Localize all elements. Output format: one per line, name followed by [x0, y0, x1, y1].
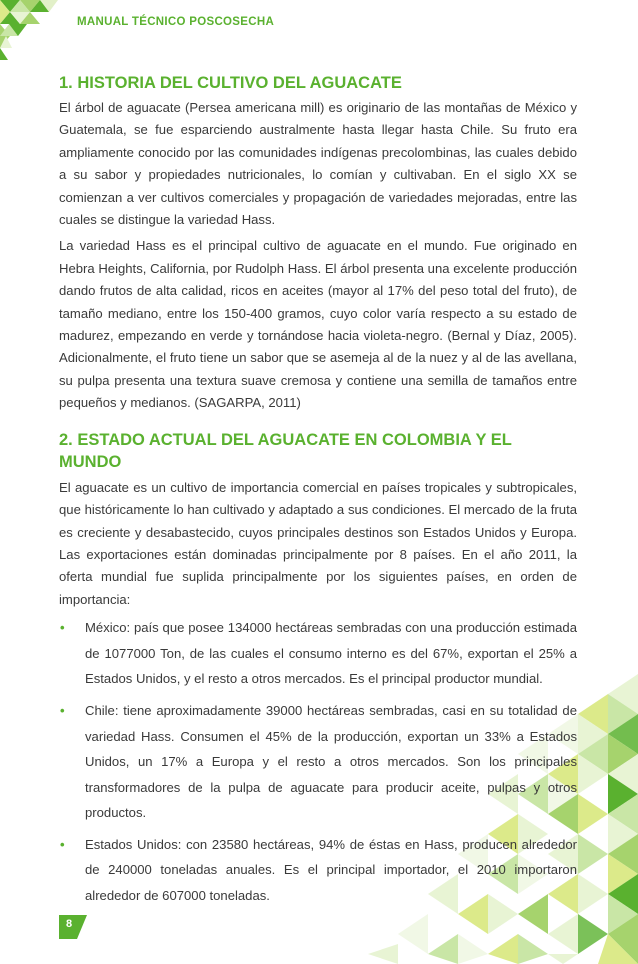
section-2-heading: 2. ESTADO ACTUAL DEL AGUACATE EN COLOMBIA Y EL MUNDO: [59, 430, 512, 471]
top-left-triangle-pattern: [0, 0, 70, 62]
list-item: [59, 698, 577, 826]
running-header: MANUAL TÉCNICO POSCOSECHA: [77, 16, 275, 28]
list-item: [59, 832, 577, 909]
list-item-text: Chile: tiene aproximadamente 39000 hectáreas sembradas, casi en su totalidad de variedad Hass. Consumen el 45% de la producción, exportan un 33% a Estados Unidos, un 17% a Europa y el resto a otros mercados. Son los principales transformadores de la pulpa de aguacate para producir aceite, pulpas y otros productos.: [85, 702, 577, 821]
page-number: 8: [66, 918, 73, 930]
bullet-icon: •: [60, 836, 65, 852]
section-1-heading: 1. HISTORIA DEL CULTIVO DEL AGUACATE: [59, 74, 402, 92]
main-content: [59, 72, 577, 915]
section-1-paragraph-1: El árbol de aguacate (Persea americana mill) es originario de las montañas de México y Guatemala, se fue esparciendo australmente hasta llegar hasta Chile. Su fruto era ampliamente conocido por las comunidades indígenas precolombinas, las cuales debido a su sabor y propiedades nutricionales, lo comían y cultivaban. En el siglo XX se comienzan a ver cultivos comerciales y propagación de variedades mejoradas, entre las cuales se distingue la variedad Hass.: [59, 100, 577, 228]
page-number-badge: [59, 915, 87, 939]
country-bullet-list: [59, 615, 577, 909]
list-item-text: México: país que posee 134000 hectáreas sembradas con una producción estimada de 1077000 Ton, de las cuales el consumo interno es del 67%, exportan el 25% a Estados Unidos, y el resto a otros mercados. Es el principal productor mundial.: [85, 620, 577, 687]
section-1-paragraph-2: La variedad Hass es el principal cultivo de aguacate en el mundo. Fue originado en Hebra Heights, California, por Rudolph Hass. El árbol presenta una excelente producción dando frutos de alta calidad, ricos en aceites (mayor al 17% del peso total del fruto), de tamaño mediano, entre los 150-400 gramos, cuyo color varía respecto a su estado de madurez, empezando en verde y tornándose hacia violeta-negro. (Bernal y Díaz, 2005). Adicionalmente, el fruto tiene un sabor que se asemeja al de la nuez y al de las avellana, su pulpa presenta una textura suave cremosa y contiene una semilla de tamaños entre pequeños y medianos. (SAGARPA, 2011): [59, 238, 577, 411]
list-item-text: Estados Unidos: con 23580 hectáreas, 94% de éstas en Hass, producen alrededor de 240000 toneladas anuales. Es el principal importador, el 2010 importaron alrededor de 607000 toneladas.: [85, 836, 577, 904]
bullet-icon: •: [60, 620, 65, 636]
list-item: [59, 615, 577, 692]
bullet-icon: •: [60, 702, 65, 718]
section-2-intro: El aguacate es un cultivo de importancia comercial en países tropicales y subtropicales, que históricamente lo han cultivado y adaptado a sus condiciones. El mercado de la fruta es creciente y desabastecido, cuyos principales destinos son Estados Unidos y Europa. Las exportaciones están dominadas principalmente por 8 países. En el año 2011, la oferta mundial fue suplida principalmente por los siguientes países, en orden de importancia:: [59, 479, 577, 607]
